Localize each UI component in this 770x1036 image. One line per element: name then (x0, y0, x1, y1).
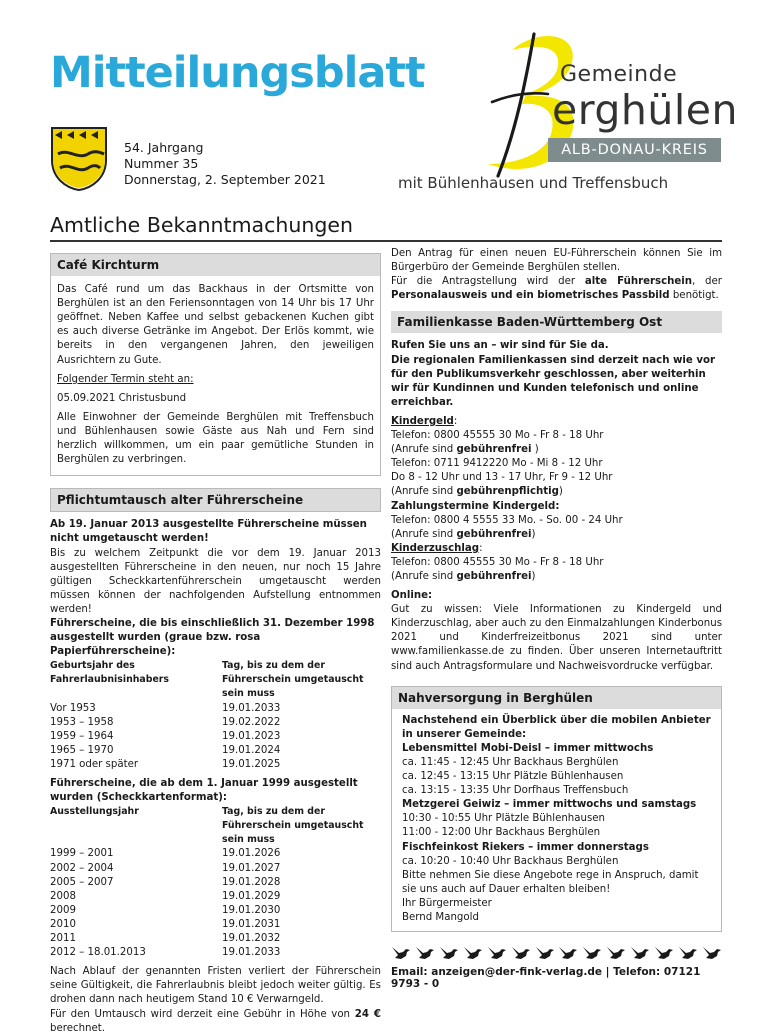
table-cell: 2010 (50, 918, 76, 930)
finch-icon (678, 943, 698, 963)
fee-amount: 24 € (354, 1008, 382, 1020)
zuschlag-bold: gebührenfrei (456, 570, 532, 582)
group1-title: Führerscheine, die bis einschließlich 31. Dezember 1998 ausgestellt wurden (graue bzw. rosa Papierführerscheine): (50, 617, 375, 658)
vendor-line: 10:30 - 10:55 Uhr Plätzle Bühlenhausen (402, 813, 605, 825)
table-row (50, 890, 381, 904)
fee-end: berechnet. (50, 1022, 105, 1034)
finch-icon (391, 943, 411, 963)
finch-icon (582, 943, 602, 963)
kindergeld-line (391, 485, 722, 499)
table-cell: 2008 (50, 890, 76, 902)
nahversorgung-title: Nahversorgung in Berghülen (392, 687, 721, 709)
table-cell: 19.01.2033 (222, 947, 281, 959)
zuschlag-part: ) (531, 570, 536, 582)
table-cell: 19.01.2028 (222, 876, 281, 888)
issue-info (124, 140, 326, 188)
online-text: Gut zu wissen: Viele Informationen zu Kindergeld und Kinderzuschlag, aber auch zu den Einmalzahlungen Kinderbonus 2021 und Kinderfreizeitbonus 2021 sind unter www.familienkasse.de zu finden. Über unseren Internetauftritt sind auch Antragsformulare und Nachweisvordrucke verfügbar. (391, 604, 722, 672)
finch-icon (654, 943, 674, 963)
table-cell: 19.01.2030 (222, 904, 281, 916)
table-header: Geburtsjahr des Fahrerlaubnisinhabers (50, 660, 170, 686)
fee-text: Für den Umtausch wird derzeit eine Gebühr in Höhe von (50, 1008, 351, 1020)
table-row (50, 744, 381, 758)
zuschlag-line (391, 570, 722, 584)
finch-icon (702, 943, 722, 963)
table-row (50, 716, 381, 730)
familienkasse-title: Familienkasse Baden-Württemberg Ost (391, 311, 722, 333)
eu-antrag-bold: alte Führerschein (584, 276, 693, 288)
group2-table (50, 805, 381, 960)
table-cell: Vor 1953 (50, 702, 96, 714)
table-header: Ausstellungsjahr (50, 806, 139, 818)
district-bar: ALB-DONAU-KREIS (548, 138, 721, 162)
kindergeld-line (391, 443, 722, 457)
zuschlag-part: (Anrufe sind (391, 570, 454, 582)
table-cell: 19.01.2032 (222, 933, 281, 945)
table-row (50, 946, 381, 960)
table-cell: 19.01.2033 (222, 702, 281, 714)
table-cell: 2009 (50, 904, 76, 916)
eu-antrag-part: Für die Antragstellung wird der (391, 276, 576, 288)
zuschlag-label: Kinderzuschlag (391, 542, 480, 554)
nahversorgung-closing: Bitte nehmen Sie diese Angebote rege in Anspruch, damit sie uns auch auf Dauer erhalten bleiben! (402, 869, 699, 895)
finch-icon (511, 943, 531, 963)
signature-name: Bernd Mangold (402, 912, 479, 924)
left-column (50, 253, 381, 1036)
finch-icon (630, 943, 650, 963)
nahversorgung-box (391, 686, 722, 933)
finch-icon (535, 943, 555, 963)
cafe-text: Das Café rund um das Backhaus in der Ortsmitte von Berghülen ist an den Feriensonntagen von 14 Uhr bis 17 Uhr geöffnet. Neben Kaffee und selbst gebackenen Kuchen gibt es auch diverse Getränke im Angebot. Der Erlös kommt, wie bereits in den vergangenen Jahren, den jeweiligen Ausrichtern zu Gute. (57, 284, 374, 366)
vendor-line: ca. 13:15 - 13:35 Uhr Dorfhaus Treffensbuch (402, 785, 629, 797)
kindergeld-line: Do 8 - 12 Uhr und 13 - 17 Uhr, Fr 9 - 12 Uhr (391, 472, 613, 484)
vendor-line: 11:00 - 12:00 Uhr Backhaus Berghülen (402, 827, 601, 839)
issue-date: Donnerstag, 2. September 2021 (124, 172, 326, 187)
finch-icon (487, 943, 507, 963)
online-label: Online: (391, 590, 433, 602)
table-cell: 2005 – 2007 (50, 876, 114, 888)
cafe-termin-label: Folgender Termin steht an: (57, 373, 194, 385)
zahlung-part: ) (531, 528, 536, 540)
issue-volume: 54. Jahrgang (124, 140, 204, 155)
eu-antrag-bold: Personalausweis und ein biometrisches Passbild (391, 290, 670, 302)
vendor-line: ca. 12:45 - 13:15 Uhr Plätzle Bühlenhausen (402, 771, 624, 783)
logo-name: erghülen (552, 86, 738, 134)
zahlung-part: (Anrufe sind (391, 528, 454, 540)
logo-subtitle: mit Bühlenhausen und Treffensbuch (398, 174, 669, 192)
coat-of-arms-icon (50, 126, 108, 192)
fuehrerschein-lead: Ab 19. Januar 2013 ausgestellte Führerscheine müssen nicht umgetauscht werden! (50, 519, 367, 545)
table-cell: 1965 – 1970 (50, 744, 114, 756)
section-title: Amtliche Bekanntmachungen (50, 213, 353, 237)
section-divider (50, 240, 722, 242)
kindergeld-part: ) (534, 444, 539, 456)
table-header-row (50, 659, 381, 701)
table-cell: 19.01.2025 (222, 758, 281, 770)
table-header: Tag, bis zu dem der Führerschein umgetauscht sein muss (222, 660, 364, 700)
kindergeld-bold: gebührenpflichtig (456, 486, 559, 498)
table-cell: 2012 – 18.01.2013 (50, 947, 146, 959)
finch-icon (606, 943, 626, 963)
table-header: Tag, bis zu dem der Führerschein umgetauscht sein muss (222, 806, 364, 846)
cafe-box (50, 253, 381, 476)
table-cell: 1953 – 1958 (50, 716, 114, 728)
fuehrerschein-title: Pflichtumtausch alter Führerscheine (51, 489, 380, 511)
finch-icon (439, 943, 459, 963)
table-cell: 19.02.2022 (222, 716, 281, 728)
zuschlag-line: Telefon: 0800 45555 30 Mo - Fr 8 - 18 Uhr (391, 556, 604, 568)
zuschlag-label-line: Kinderzuschlag: (391, 542, 483, 554)
finch-icon (415, 943, 435, 963)
table-cell: 19.01.2026 (222, 848, 281, 860)
cafe-title: Café Kirchturm (51, 254, 380, 276)
zahlung-line (391, 528, 722, 542)
fuehrerschein-box (50, 488, 381, 512)
group2-title: Führerscheine, die ab dem 1. Januar 1999 ausgestellt wurden (Scheckkartenformat): (50, 778, 358, 804)
kindergeld-label-line: Kindergeld: (391, 415, 458, 427)
kindergeld-line: Telefon: 0711 9412220 Mo - Mi 8 - 12 Uhr (391, 458, 603, 470)
table-cell: 1971 oder später (50, 758, 139, 770)
kindergeld-label: Kindergeld (391, 415, 454, 427)
right-column (391, 247, 722, 932)
table-row (50, 730, 381, 744)
group1-table (50, 659, 381, 772)
finch-icon (558, 943, 578, 963)
kindergeld-line: Telefon: 0800 45555 30 Mo - Fr 8 - 18 Uhr (391, 430, 604, 442)
logo-gemeinde: Gemeinde (560, 62, 678, 87)
vendor-name: Fischfeinkost Riekers – immer donnerstags (402, 841, 649, 853)
table-row (50, 918, 381, 932)
signature-line: Ihr Bürgermeister (402, 897, 492, 909)
vendor-name: Lebensmittel Mobi-Deisl – immer mittwochs (402, 742, 654, 754)
zahlung-label: Zahlungstermine Kindergeld: (391, 500, 560, 512)
fuehrerschein-fee (50, 1008, 381, 1036)
table-row (50, 904, 381, 918)
vendor-line: ca. 11:45 - 12:45 Uhr Backhaus Berghülen (402, 757, 619, 768)
table-cell: 19.01.2029 (222, 890, 281, 902)
eu-antrag-part: , der (692, 276, 722, 288)
table-cell: 1959 – 1964 (50, 730, 114, 742)
table-row (50, 702, 381, 716)
masthead-title: Mitteilungsblatt (50, 48, 425, 98)
fuehrerschein-outro: Nach Ablauf der genannten Fristen verliert der Führerschein seine Gültigkeit, die Fahrerlaubnis bleibt jedoch weiter gültig. Es drohen dann nach heutigem Stand 10 € Verwarngeld. (50, 966, 381, 1006)
table-cell: 1999 – 2001 (50, 848, 114, 860)
zahlung-line: Telefon: 0800 4 5555 33 Mo. - So. 00 - 24 Uhr (391, 514, 623, 526)
eu-antrag-part: benötigt. (672, 290, 719, 302)
table-cell: 2011 (50, 933, 76, 945)
table-cell: 19.01.2023 (222, 730, 281, 742)
footer-contact: Email: anzeigen@der-fink-verlag.de | Telefon: 07121 9793 - 0 (391, 966, 701, 990)
table-row (50, 862, 381, 876)
table-header-row (50, 805, 381, 847)
nahversorgung-lead: Nachstehend ein Überblick über die mobilen Anbieter in unserer Gemeinde: (402, 714, 711, 740)
table-cell: 2002 – 2004 (50, 862, 114, 874)
kindergeld-part: ) (558, 486, 563, 498)
familienkasse-lead1: Rufen Sie uns an – wir sind für Sie da. (391, 340, 609, 352)
issue-number: Nummer 35 (124, 156, 199, 171)
vendor-line: ca. 10:20 - 10:40 Uhr Backhaus Berghülen (402, 855, 619, 867)
finch-row (391, 943, 722, 965)
table-row (50, 758, 381, 772)
table-row (50, 932, 381, 946)
zahlung-bold: gebührenfrei (456, 528, 532, 540)
table-row (50, 876, 381, 890)
fuehrerschein-intro: Bis zu welchem Zeitpunkt die vor dem 19. Januar 2013 ausgestellten Führerscheine in den neuen, nur noch 15 Jahre gültigen Scheckkartenführerschein umgetauscht werden müssen können der nachfolgenden Aufstellung entnommen werden! (50, 547, 381, 615)
eu-antrag-text1: Den Antrag für einen neuen EU-Führerschein können Sie im Bürgerbüro der Gemeinde Berghülen stellen. (391, 248, 722, 274)
familienkasse-lead2: Die regionalen Familienkassen sind derzeit nach wie vor für den Publikumsverkehr geschlossen, aber weiterhin wir für Kundinnen und Kunden telefonisch und online erreichbar. (391, 354, 716, 408)
table-cell: 19.01.2024 (222, 744, 281, 756)
finch-icon (463, 943, 483, 963)
cafe-termin: 05.09.2021 Christusbund (57, 392, 187, 404)
eu-antrag-text2 (391, 275, 722, 303)
table-row (50, 847, 381, 861)
table-cell: 19.01.2027 (222, 862, 281, 874)
kindergeld-part: (Anrufe sind (391, 444, 454, 456)
table-cell: 19.01.2031 (222, 918, 281, 930)
cafe-invite: Alle Einwohner der Gemeinde Berghülen mit Treffensbuch und Bühlenhausen sowie Gäste aus Nah und Fern sind herzlich willkommen, um ein paar gemütliche Stunden in Berghülen zu verbringen. (57, 411, 374, 466)
kindergeld-bold: gebührenfrei (456, 444, 532, 456)
vendor-name: Metzgerei Geiwiz – immer mittwochs und samstags (402, 799, 697, 811)
kindergeld-part: (Anrufe sind (391, 486, 454, 498)
